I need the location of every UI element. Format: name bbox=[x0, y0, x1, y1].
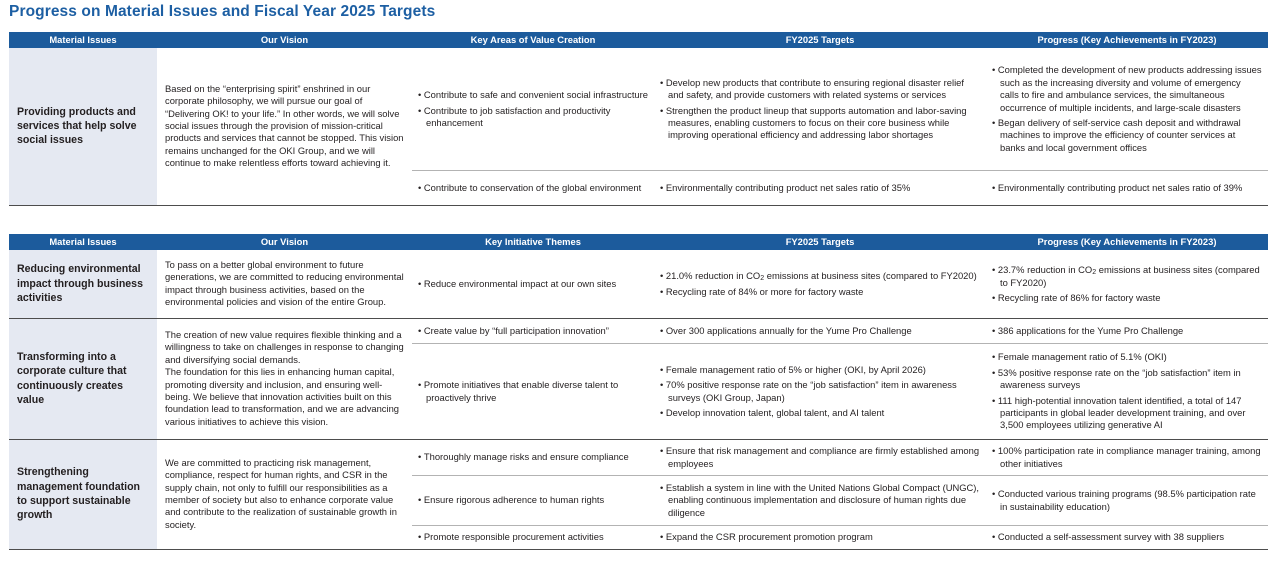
subscript: 2 bbox=[760, 274, 765, 282]
vision-paragraph: The foundation for this lies in enhancing human capital, promoting diversity and inclusion, and ensuring well-being. We believe that innovation activities built on this foundation lead to transformation, and we are advancing various initiatives to achieve this vision. bbox=[165, 366, 400, 427]
areas-cell bbox=[412, 170, 654, 205]
header-our-vision: Our Vision bbox=[157, 234, 412, 250]
subscript: 2 bbox=[1092, 268, 1097, 276]
vision-cell: We are committed to practicing risk management, compliance, respect for human rights, and CSR in the supply chain, not only to fulfill our responsibilities as a member of society but also to enhance corporate value and contribute to the realization of sustainable growth in society. bbox=[157, 439, 412, 549]
header-progress: Progress (Key Achievements in FY2023) bbox=[986, 234, 1268, 250]
co2-text: 21.0% reduction in CO bbox=[665, 269, 761, 281]
progress-cell bbox=[986, 48, 1268, 170]
header-fy2025-targets: FY2025 Targets bbox=[654, 32, 986, 48]
list-item: • Contribute to conservation of the global environment bbox=[418, 182, 648, 194]
list-item: • 53% positive response rate on the “job satisfaction” item in awareness surveys bbox=[992, 367, 1262, 392]
list-item: • 111 high-potential innovation talent identified, a total of 147 participants in global leader development training, and over 3,500 employees utilizing generative AI bbox=[992, 395, 1262, 432]
list-item: • Environmentally contributing product net sales ratio of 35% bbox=[660, 182, 980, 194]
list-item: • Began delivery of self-service cash deposit and withdrawal machines to improve the efficiency of counter services at banks and local government offices bbox=[992, 117, 1262, 154]
header-our-vision: Our Vision bbox=[157, 32, 412, 48]
targets-cell bbox=[654, 475, 986, 525]
list-item: • Female management ratio of 5.1% (OKI) bbox=[992, 351, 1262, 363]
header-key-initiative-themes: Key Initiative Themes bbox=[412, 234, 654, 250]
targets-cell bbox=[654, 170, 986, 205]
list-item: • Create value by “full participation innovation” bbox=[418, 325, 648, 337]
vision-cell: Based on the “enterprising spirit” enshrined in our corporate philosophy, we will pursue our goal of “Delivering OK! to your life.” In other words, we will solve social issues through the provision of mission-critical products and services that cannot be stopped. This vision remains unchanged for the OKI Group, and we will continue to make relentless efforts toward achieving it. bbox=[157, 48, 412, 205]
header-key-areas: Key Areas of Value Creation bbox=[412, 32, 654, 48]
areas-cell bbox=[412, 48, 654, 170]
list-item: • Expand the CSR procurement promotion program bbox=[660, 531, 980, 543]
header-material-issues: Material Issues bbox=[9, 234, 157, 250]
list-item: • Contribute to job satisfaction and productivity enhancement bbox=[418, 105, 648, 130]
header-material-issues: Material Issues bbox=[9, 32, 157, 48]
table-row bbox=[9, 250, 1268, 318]
themes-cell bbox=[412, 343, 654, 439]
co2-text-rest: emissions at business sites (compared to FY2020) bbox=[764, 269, 977, 281]
progress-cell bbox=[986, 525, 1268, 549]
progress-cell bbox=[986, 250, 1268, 318]
themes-cell bbox=[412, 318, 654, 343]
progress-cell bbox=[986, 475, 1268, 525]
vision-cell bbox=[157, 318, 412, 439]
targets-cell bbox=[654, 48, 986, 170]
header-fy2025-targets: FY2025 Targets bbox=[654, 234, 986, 250]
list-item: • Thoroughly manage risks and ensure compliance bbox=[418, 451, 648, 463]
table-row bbox=[9, 318, 1268, 343]
list-item: • Contribute to safe and convenient social infrastructure bbox=[418, 89, 648, 101]
themes-cell bbox=[412, 475, 654, 525]
progress-cell bbox=[986, 170, 1268, 205]
value-creation-table bbox=[9, 32, 1268, 206]
targets-cell bbox=[654, 525, 986, 549]
material-issue-cell: Providing products and services that help solve social issues bbox=[9, 48, 157, 205]
table-row bbox=[9, 439, 1268, 475]
targets-cell bbox=[654, 439, 986, 475]
list-item: • 100% participation rate in compliance manager training, among other initiatives bbox=[992, 445, 1262, 470]
progress-cell bbox=[986, 318, 1268, 343]
themes-cell bbox=[412, 525, 654, 549]
list-item: • Ensure that risk management and compliance are firmly established among employees bbox=[660, 445, 980, 470]
list-item: • Environmentally contributing product net sales ratio of 39% bbox=[992, 182, 1262, 194]
table-header-row bbox=[9, 234, 1268, 250]
list-item: • 70% positive response rate on the “job satisfaction” item in awareness surveys (OKI Group, Japan) bbox=[660, 379, 980, 404]
list-item: • Completed the development of new products addressing issues such as the increasing diversity and volume of emergency calls to fire and ambulance services, the simultaneous occurrence of multiple incidents, and large-scale disasters bbox=[992, 64, 1262, 114]
co2-text: 23.7% reduction in CO bbox=[997, 263, 1093, 275]
vision-cell: To pass on a better global environment to future generations, we are committed to reducing environmental impact through business activities, based on the environmental policies and vision of the entire Group. bbox=[157, 250, 412, 318]
table-row bbox=[9, 48, 1268, 170]
header-progress: Progress (Key Achievements in FY2023) bbox=[986, 32, 1268, 48]
list-item: • Develop new products that contribute to ensuring regional disaster relief and safety, and provide customers with related systems or services bbox=[660, 77, 980, 102]
list-item: • Female management ratio of 5% or higher (OKI, by April 2026) bbox=[660, 364, 980, 376]
list-item: • 386 applications for the Yume Pro Challenge bbox=[992, 325, 1262, 337]
list-item: • Develop innovation talent, global talent, and AI talent bbox=[660, 407, 980, 419]
progress-cell bbox=[986, 343, 1268, 439]
material-issue-cell: Transforming into a corporate culture that continuously creates value bbox=[9, 318, 157, 439]
list-item: • Strengthen the product lineup that supports automation and labor-saving measures, enabling customers to focus on their core business while improving operational efficiency and addressing labor shortages bbox=[660, 105, 980, 142]
list-item: • Recycling rate of 86% for factory waste bbox=[992, 292, 1262, 304]
themes-cell bbox=[412, 439, 654, 475]
vision-paragraph: The creation of new value requires flexible thinking and a willingness to take on challenges in response to changing and diversifying social demands. bbox=[165, 328, 404, 365]
list-item: • Recycling rate of 84% or more for factory waste bbox=[660, 286, 980, 298]
progress-cell bbox=[986, 439, 1268, 475]
themes-cell bbox=[412, 250, 654, 318]
list-item: • Over 300 applications annually for the Yume Pro Challenge bbox=[660, 325, 980, 337]
initiatives-table bbox=[9, 234, 1268, 550]
list-item: • Conducted a self-assessment survey with 38 suppliers bbox=[992, 531, 1262, 543]
list-item bbox=[660, 270, 980, 283]
list-item: • Promote initiatives that enable diverse talent to proactively thrive bbox=[418, 379, 648, 404]
material-issue-cell: Strengthening management foundation to support sustainable growth bbox=[9, 439, 157, 549]
list-item: • Reduce environmental impact at our own sites bbox=[418, 278, 648, 290]
page-title: Progress on Material Issues and Fiscal Year 2025 Targets bbox=[9, 3, 436, 20]
list-item: • Promote responsible procurement activities bbox=[418, 531, 648, 543]
co2-text-rest: emissions at business sites (compared to FY2020) bbox=[1000, 263, 1260, 288]
table-header-row bbox=[9, 32, 1268, 48]
list-item: • Conducted various training programs (98.5% participation rate in sustainability education) bbox=[992, 488, 1262, 513]
list-item: • Establish a system in line with the United Nations Global Compact (UNGC), enabling continuous implementation and disclosure of human rights due diligence bbox=[660, 482, 980, 519]
targets-cell bbox=[654, 343, 986, 439]
targets-cell bbox=[654, 318, 986, 343]
targets-cell bbox=[654, 250, 986, 318]
material-issue-cell: Reducing environmental impact through business activities bbox=[9, 250, 157, 318]
list-item bbox=[992, 264, 1262, 290]
list-item: • Ensure rigorous adherence to human rights bbox=[418, 494, 648, 506]
